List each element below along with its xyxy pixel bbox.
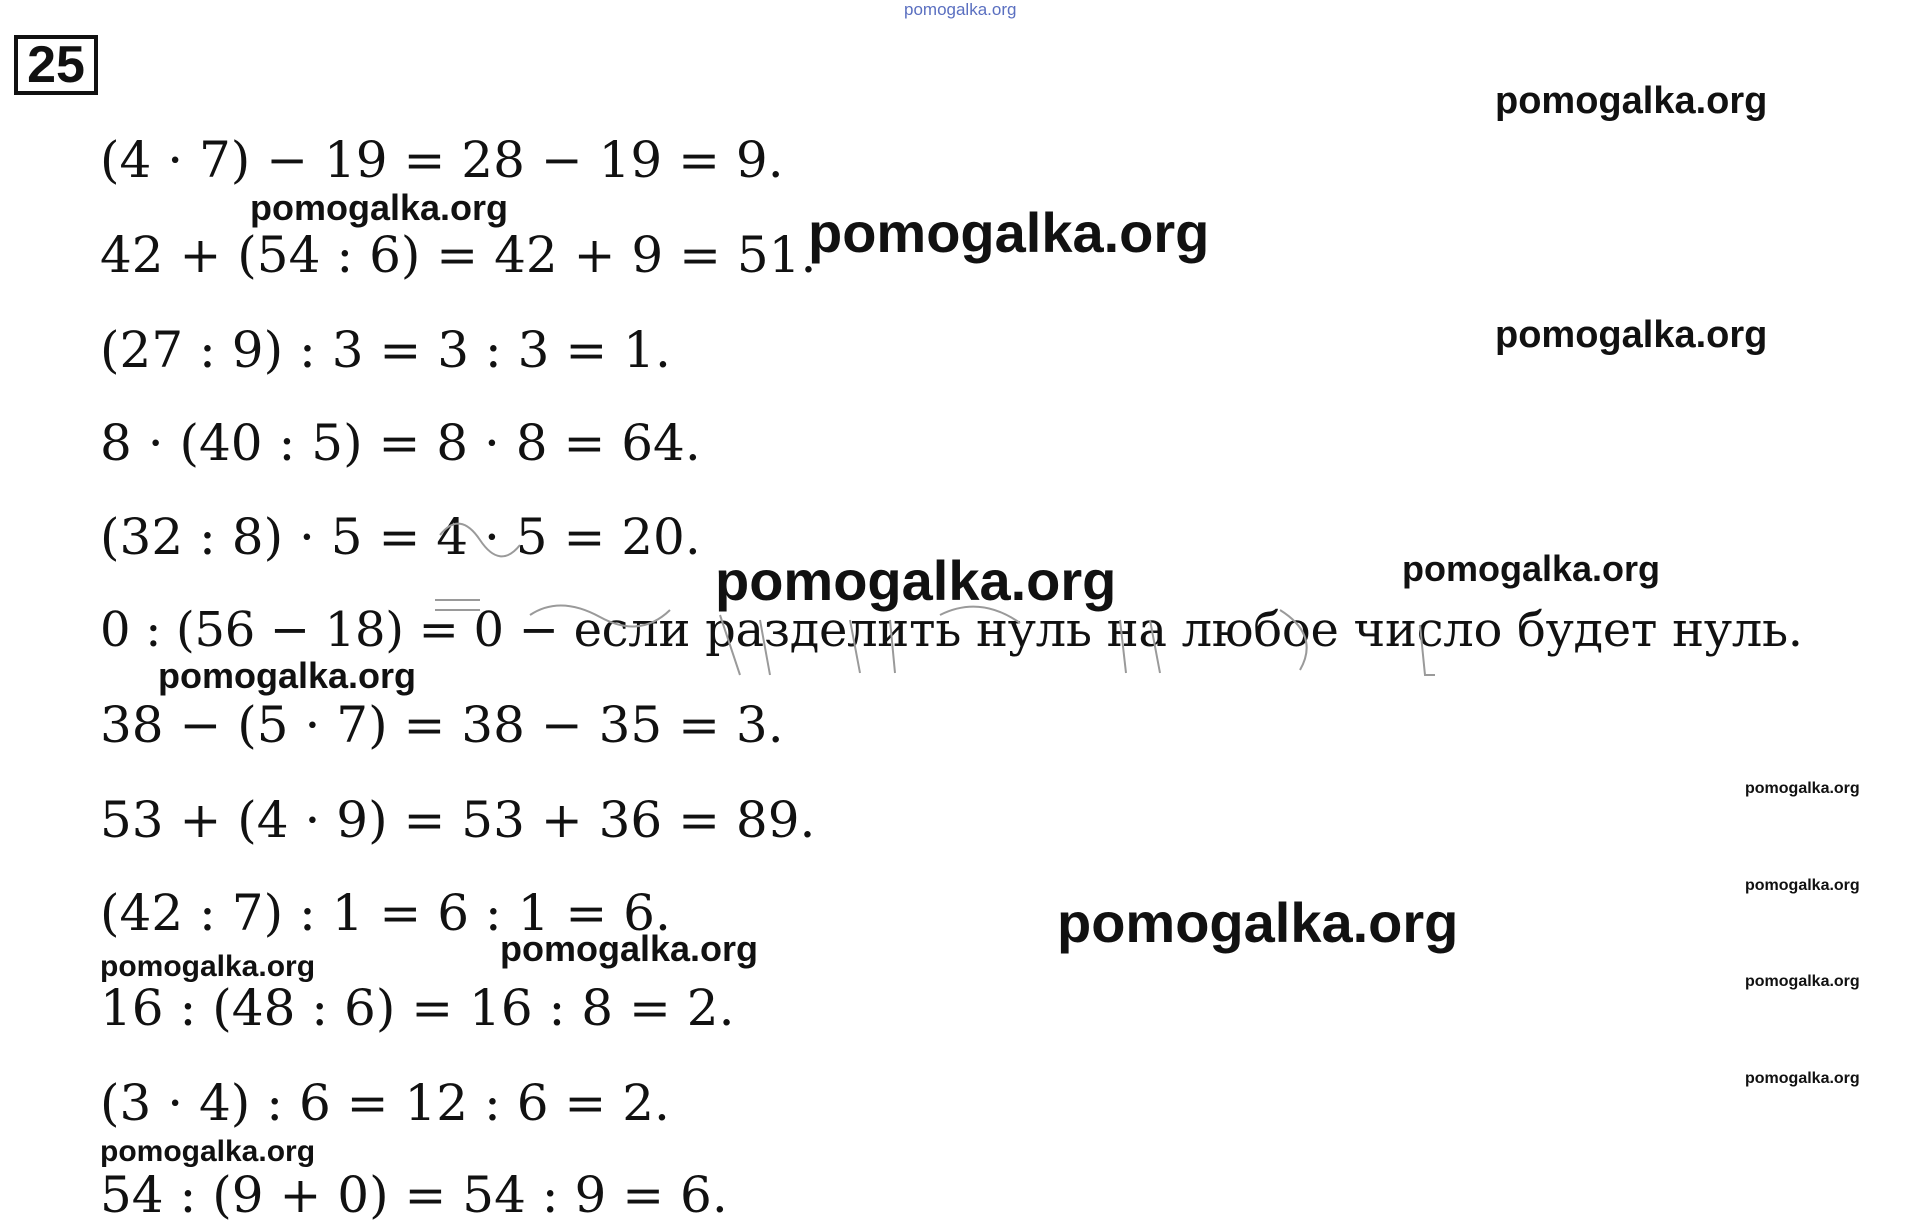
watermark: pomogalka.org — [1745, 877, 1860, 894]
watermark: pomogalka.org — [1745, 1070, 1860, 1087]
watermark: pomogalka.org — [500, 928, 759, 969]
watermark: pomogalka.org — [1057, 891, 1459, 954]
equation-line-1: (4 · 7) − 19 = 28 − 19 = 9. — [100, 131, 784, 189]
watermark: pomogalka.org — [1402, 548, 1661, 589]
equation-line-10: 16 : (48 : 6) = 16 : 8 = 2. — [100, 979, 735, 1037]
watermark: pomogalka.org — [1745, 780, 1860, 797]
watermark: pomogalka.org — [158, 655, 417, 696]
watermark: pomogalka.org — [715, 549, 1117, 612]
equation-line-11: (3 · 4) : 6 = 12 : 6 = 2. — [100, 1074, 670, 1132]
problem-number: 25 — [14, 35, 98, 95]
equation-line-4: 8 · (40 : 5) = 8 · 8 = 64. — [100, 414, 701, 472]
equation-line-6: 0 : (56 − 18) = 0 − если разделить нуль на любое число будет нуль. — [100, 602, 1803, 658]
watermark: pomogalka.org — [808, 201, 1210, 264]
equation-line-8: 53 + (4 · 9) = 53 + 36 = 89. — [100, 791, 816, 849]
watermark: pomogalka.org — [1745, 973, 1860, 990]
watermark: pomogalka.org — [1495, 314, 1768, 356]
equation-line-7: 38 − (5 · 7) = 38 − 35 = 3. — [100, 696, 784, 754]
watermark: pomogalka.org — [100, 1135, 316, 1168]
watermark: pomogalka.org — [250, 187, 509, 228]
equation-line-9: (42 : 7) : 1 = 6 : 1 = 6. — [100, 884, 671, 942]
equation-line-12: 54 : (9 + 0) = 54 : 9 = 6. — [100, 1166, 728, 1224]
watermark: pomogalka.org — [100, 950, 316, 983]
equation-line-2: 42 + (54 : 6) = 42 + 9 = 51. — [100, 226, 817, 284]
equation-line-3: (27 : 9) : 3 = 3 : 3 = 1. — [100, 321, 671, 379]
watermark-top: pomogalka.org — [904, 0, 1017, 19]
equation-line-5: (32 : 8) · 5 = 4 · 5 = 20. — [100, 508, 701, 566]
watermark: pomogalka.org — [1495, 80, 1768, 122]
